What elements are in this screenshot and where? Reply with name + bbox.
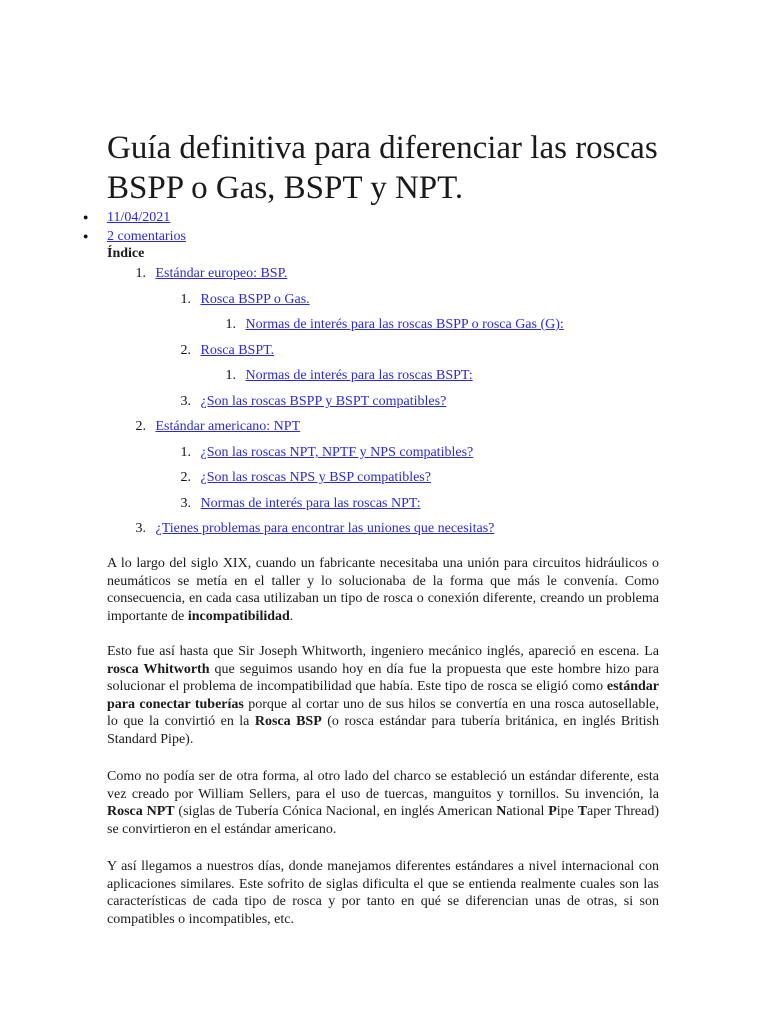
post-comments-item	[0, 227, 186, 246]
body-paragraph	[107, 643, 659, 749]
toc-number: 1.	[225, 368, 236, 383]
emphasis-text: estándar para conectar tuberías	[107, 679, 659, 712]
comments-link[interactable]: 2 comentarios	[107, 229, 186, 244]
toc-link[interactable]: Estándar americano: NPT	[155, 419, 301, 434]
toc-item	[218, 315, 564, 334]
toc-link[interactable]: ¿Son las roscas NPS y BSP compatibles?	[200, 470, 431, 485]
toc-link[interactable]: Normas de interés para las roscas BSPT:	[245, 368, 473, 383]
toc-number: 2.	[180, 470, 191, 485]
toc-item	[173, 290, 310, 309]
paragraph-text: aper Thread) se convirtieron en el estándar americano.	[107, 804, 659, 837]
post-date-link[interactable]: 11/04/2021	[107, 210, 171, 225]
toc-number: 1.	[135, 266, 146, 281]
toc-number: 1.	[225, 317, 236, 332]
emphasis-text: incompatibilidad	[187, 608, 290, 624]
paragraph-text: .	[289, 608, 294, 624]
toc-number: 3.	[180, 496, 191, 511]
emphasis-text: P	[548, 804, 557, 820]
paragraph-text: Esto fue así hasta que Sir Joseph Whitworth, ingeniero mecánico inglés, apareció en escena. La	[107, 644, 659, 659]
emphasis-text: rosca Whitworth	[107, 661, 210, 677]
body-paragraph	[107, 768, 659, 838]
paragraph-text: A lo largo del siglo XIX, cuando un fabricante necesitaba una unión para circuitos hidráulicos o neumáticos se metía en el taller y lo solucionaba de la forma que más le convenía. Como consecuencia, en cada casa utilizaban un tipo de rosca o conexión diferente, creando un problema importante de	[107, 556, 659, 624]
paragraph-text: (o rosca estándar para tubería británica, en inglés British Standard Pipe).	[107, 714, 660, 747]
emphasis-text: Rosca NPT	[107, 804, 175, 820]
post-date-item	[0, 208, 186, 227]
toc-link[interactable]: ¿Son las roscas NPT, NPTF y NPS compatibles?	[200, 445, 474, 460]
toc-link[interactable]: ¿Son las roscas BSPP y BSPT compatibles?	[200, 394, 447, 409]
toc-item	[128, 417, 300, 436]
emphasis-text: T	[577, 804, 588, 820]
toc-heading: Índice	[107, 246, 145, 261]
toc-item	[173, 468, 431, 487]
body-paragraph	[107, 555, 659, 625]
emphasis-text: Rosca BSP	[254, 714, 322, 730]
page-title: Guía definitiva para diferenciar las roscas BSPP o Gas, BSPT y NPT.	[107, 130, 658, 206]
toc-item	[218, 366, 473, 385]
toc-link[interactable]: Normas de interés para las roscas NPT:	[200, 496, 421, 511]
toc-number: 2.	[135, 419, 146, 434]
toc-link[interactable]: Rosca BSPP o Gas.	[200, 292, 310, 307]
paragraph-text: Y así llegamos a nuestros días, donde manejamos diferentes estándares a nivel internacional con aplicaciones similares. Este sofrito de siglas dificulta el que se entienda realmente cuales son las características de cada tipo de rosca y por tanto en qué se diferencian unas de otras, si son compatibles o incompatibles, etc.	[107, 859, 659, 927]
paragraph-text: (siglas de Tubería Cónica Nacional, en inglés American	[174, 804, 497, 820]
paragraph-text: que seguimos usando hoy en día fue la propuesta que este hombre hizo para solucionar el problema de incompatibilidad que había. Este tipo de rosca se eligió como	[107, 661, 660, 695]
paragraph-text: Como no podía ser de otra forma, al otro lado del charco se estableció un estándar diferente, esta vez creado por William Sellers, para el uso de tuercas, manguitos y tornillos. Su invención, la	[107, 769, 659, 802]
paragraph-text: ipe	[556, 804, 578, 820]
toc-number: 1.	[180, 445, 191, 460]
toc-item	[173, 392, 446, 411]
body-paragraph	[107, 858, 659, 928]
toc-item	[173, 443, 473, 462]
toc-number: 2.	[180, 343, 191, 358]
paragraph-text: porque al cortar uno de sus hilos se convertía en una rosca autosellable, lo que la convirtió en la	[107, 696, 659, 730]
toc-item	[173, 341, 274, 360]
toc-link[interactable]: Estándar europeo: BSP.	[155, 266, 288, 281]
toc-item	[128, 264, 287, 283]
toc-link[interactable]: Rosca BSPT.	[200, 343, 275, 358]
toc-item	[128, 519, 494, 538]
post-meta	[0, 208, 186, 246]
toc-link[interactable]: Normas de interés para las roscas BSPP o rosca Gas (G):	[245, 317, 564, 332]
toc-number: 3.	[135, 521, 146, 536]
toc-item	[173, 494, 421, 513]
toc-link[interactable]: ¿Tienes problemas para encontrar las uniones que necesitas?	[155, 521, 495, 536]
toc-number: 3.	[180, 394, 191, 409]
toc-number: 1.	[180, 292, 191, 307]
paragraph-text: ational	[506, 804, 549, 820]
emphasis-text: N	[496, 804, 507, 820]
